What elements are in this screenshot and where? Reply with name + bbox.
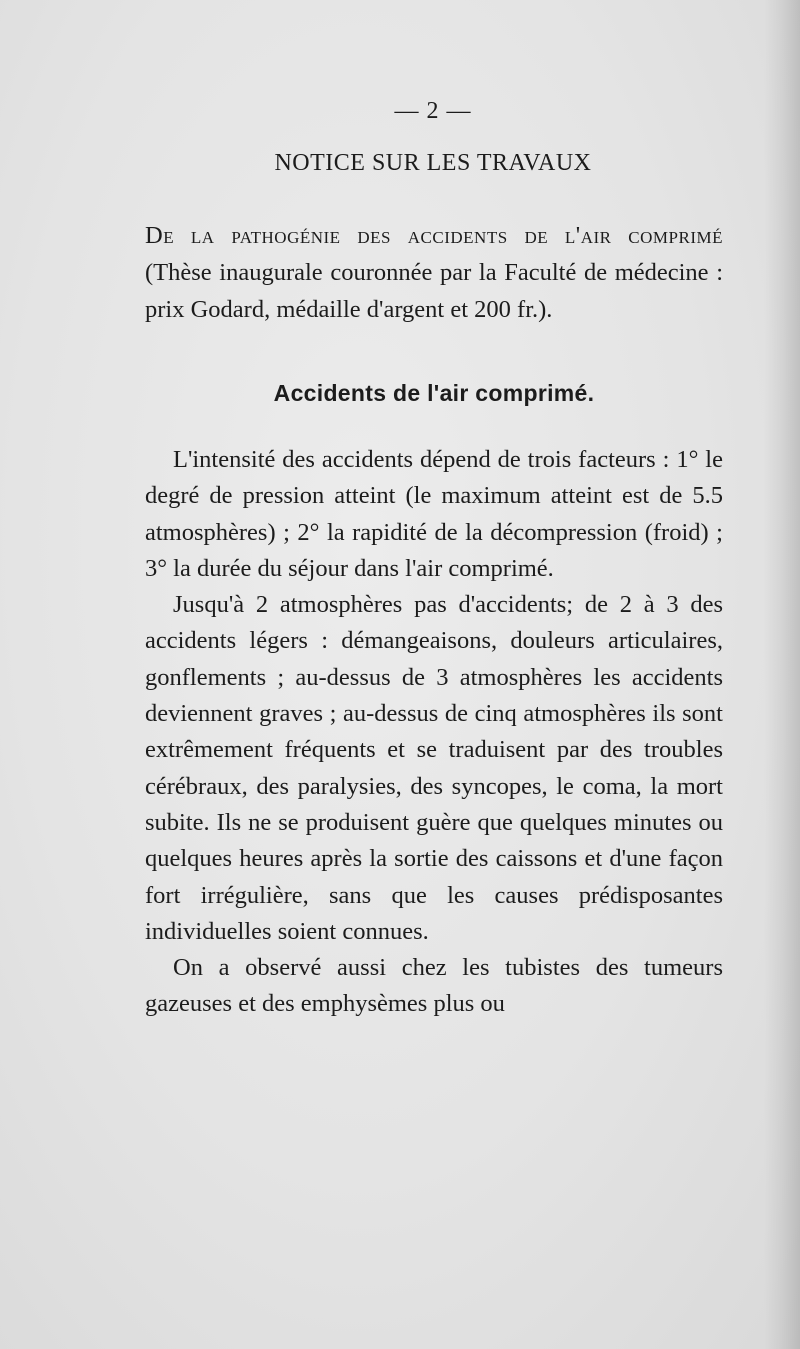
paragraph: Jusqu'à 2 atmosphères pas d'accidents; de 2 à 3 des accidents légers : démangeaisons, douleurs articulaires, gonflements ; au-dessus de 3 atmosphères les accidents deviennent graves ; au-dessus de cinq atmosphères ils sont extrêmement fréquents et se traduisent par des troubles cérébraux, des paralysies, des syncopes, le coma, la mort subite. Ils ne se produisent guère que quelques minutes ou quelques heures après la sortie des caissons et d'une façon fort irrégulière, sans que les causes prédisposantes individuelles soient connues.: [145, 591, 723, 945]
thesis-description: (Thèse inaugurale couronnée par la Faculté de médecine : prix Godard, médaille d'argent et 200 fr.).: [145, 259, 723, 323]
paragraph: L'intensité des accidents dépend de trois facteurs : 1° le degré de pression atteint (le maximum atteint est de 5.5 atmosphères) ; 2° la rapidité de la décompression (froid) ; 3° la durée du séjour dans l'air comprimé.: [145, 446, 723, 582]
thesis-entry: [145, 217, 723, 328]
thesis-title: De la pathogénie des accidents de l'air comprimé: [145, 222, 723, 249]
paragraph: On a observé aussi chez les tubistes des tumeurs gazeuses et des emphysèmes plus ou: [145, 954, 723, 1018]
running-head: NOTICE SUR LES TRAVAUX: [274, 150, 592, 176]
page-number: — 2 —: [394, 98, 472, 124]
section-body: [145, 442, 723, 1023]
page-edge-shadow: [764, 0, 800, 1349]
section-heading: Accidents de l'air comprimé.: [273, 380, 595, 406]
